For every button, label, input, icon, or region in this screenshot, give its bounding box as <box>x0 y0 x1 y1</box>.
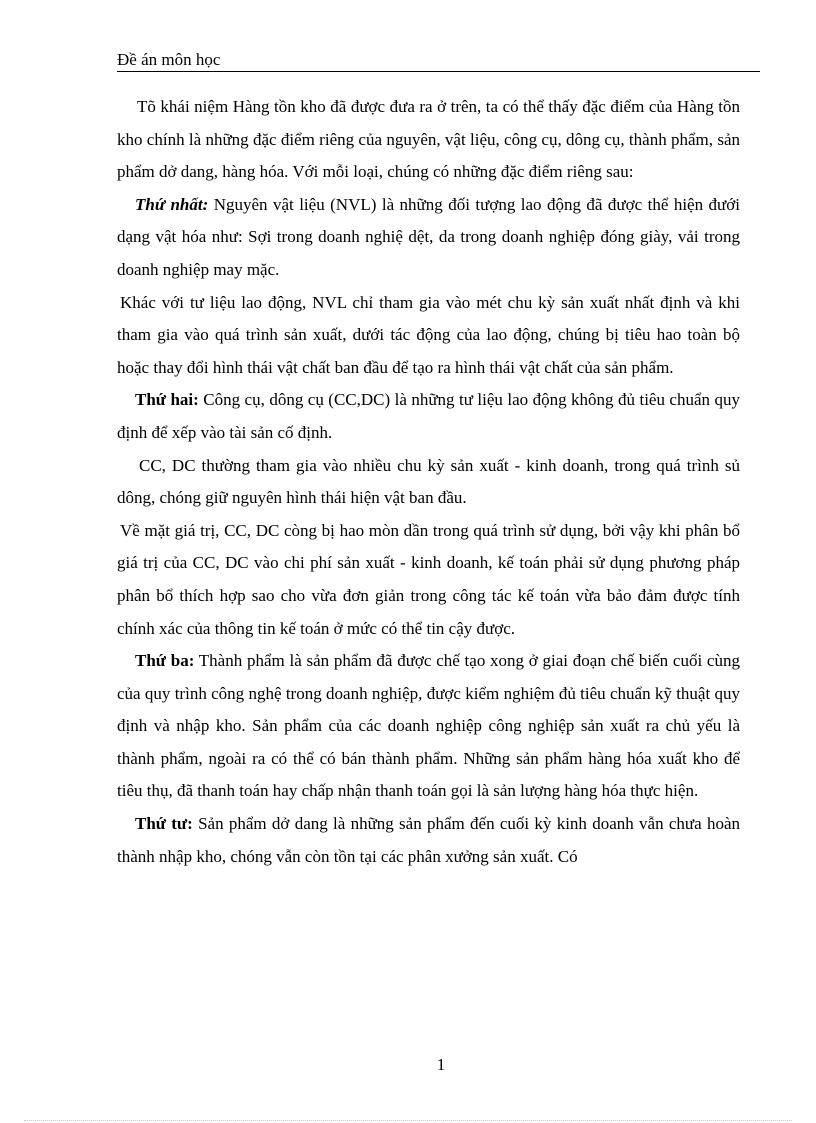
paragraph-intro <box>117 91 740 189</box>
paragraph-thu-tu <box>117 808 740 873</box>
paragraph-ccdc-value <box>117 515 740 645</box>
paragraph-text: Nguyên vật liệu (NVL) là những đối tượng lao động đã được thể hiện đưới dạng vật hóa như: Sợi trong doanh nghiệ dệt, da trong doanh nghiệp đóng giày, vải trong doanh nghiệp may mặc. <box>117 194 740 279</box>
page-bottom-border <box>24 1120 792 1121</box>
document-body <box>117 91 740 873</box>
paragraph-text: Sản phẩm dở dang là những sản phẩm đến cuối kỳ kinh doanh vẫn chưa hoàn thành nhập kho, chóng vẫn còn tồn tại các phân xưởng sản xuất. Có <box>117 814 740 866</box>
paragraph-thu-hai <box>117 384 740 449</box>
paragraph-nvl-detail <box>117 287 740 385</box>
paragraph-text: Khác với tư liệu lao động, NVL chỉ tham gia vào mét chu kỳ sản xuất nhất định và khi tham gia vào quá trình sản xuất, dưới tác động của lao động, chúng bị tiêu hao toàn bộ hoặc thay đổi hình thái vật chất ban đầu để tạo ra hình thái vật chất của sản phẩm. <box>117 292 740 377</box>
page-number: 1 <box>436 1055 446 1074</box>
paragraph-lead: Thứ tư: <box>135 814 193 834</box>
paragraph-text: CC, DC thường tham gia vào nhiều chu kỳ sản xuất - kinh doanh, trong quá trình sủ dông, chóng giữ nguyên hình thái hiện vật ban đầu. <box>117 455 740 508</box>
paragraph-lead: Thứ hai: <box>135 390 199 410</box>
paragraph-text: Công cụ, dông cụ (CC,DC) là những tư liệu lao động không đủ tiêu chuẩn quy định để xếp vào tài sản cố định. <box>117 390 740 442</box>
page-header <box>117 49 760 72</box>
paragraph-lead: Thứ ba: <box>135 651 195 671</box>
document-title: Đề án môn học <box>117 50 221 69</box>
paragraph-lead: Thứ nhất: <box>135 194 209 214</box>
paragraph-thu-nhat <box>117 189 740 287</box>
paragraph-thu-ba <box>117 645 740 808</box>
paragraph-text: Về mặt giá trị, CC, DC còng bị hao mòn dần trong quá trình sử dụng, bởi vậy khi phân bổ giá trị của CC, DC vào chi phí sản xuất - kinh doanh, kế toán phải sử dụng phương pháp phân bổ thích hợp sao cho vừa đơn giản trong công tác kế toán vừa bảo đảm được tính chính xác của thông tin kế toán ở mức có thể tin cậy được. <box>117 520 740 638</box>
paragraph-text: Thành phẩm là sản phẩm đã được chế tạo xong ở giai đoạn chế biến cuối cùng của quy trình công nghệ trong doanh nghiệp, được kiểm nghiệm đủ tiêu chuẩn kỹ thuật quy định và nhập kho. Sản phẩm của các doanh nghiệp công nghiệp sản xuất ra chủ yếu là thành phẩm, ngoài ra có thể có bán thành phẩm. Những sản phẩm hàng hóa xuất kho để tiêu thụ, đã thanh toán hay chấp nhận thanh toán gọi là sản lượng hàng hóa thực hiện. <box>117 651 740 801</box>
paragraph-ccdc-usage <box>117 450 740 515</box>
paragraph-text: Tõ khái niệm Hàng tồn kho đã được đưa ra ở trên, ta có thể thấy đặc điểm của Hàng tồn kho chính là những đặc điểm riêng của nguyên, vật liệu, công cụ, dông cụ, thành phẩm, sản phẩm dở dang, hàng hóa. Với mỗi loại, chúng có những đặc điểm riêng sau: <box>117 97 740 182</box>
